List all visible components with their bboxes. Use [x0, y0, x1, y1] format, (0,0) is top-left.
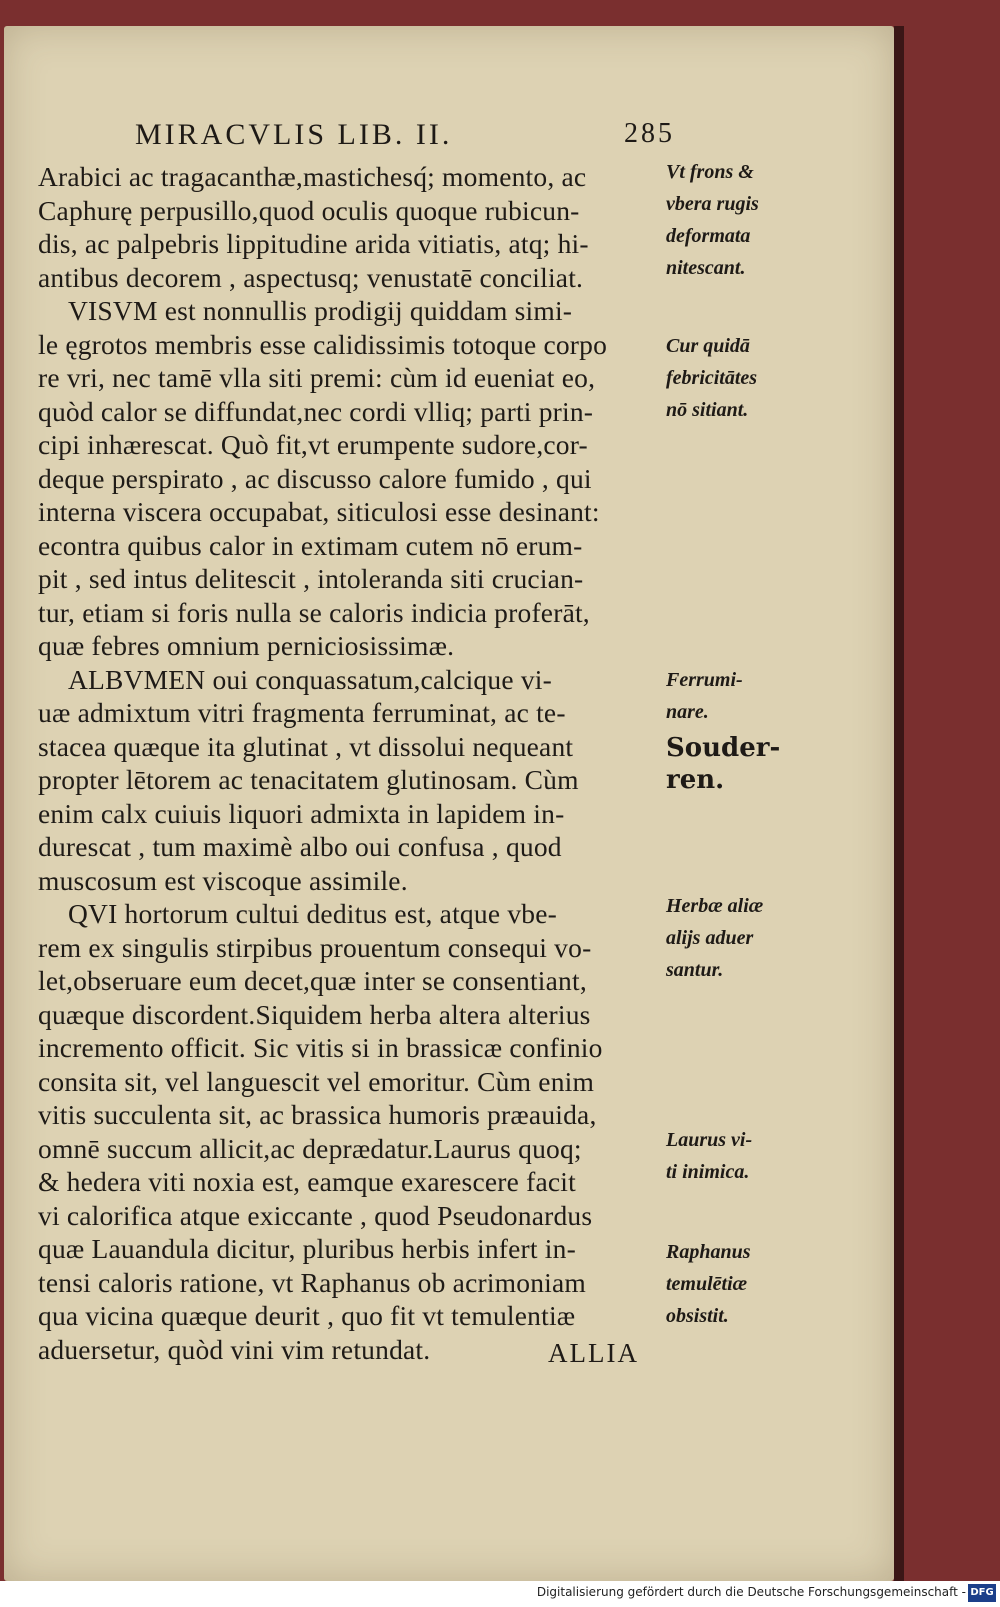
- text-line: aduersetur, quòd vini vim retundat.: [38, 1333, 431, 1365]
- margin-note-line: ren.: [666, 765, 725, 795]
- margin-note-line: Laurus vi-: [666, 1129, 753, 1151]
- margin-note-line: alijs aduer: [666, 927, 754, 949]
- margin-note-line: Souder-: [666, 733, 781, 763]
- margin-note-line: nitescant.: [666, 257, 746, 279]
- text-line: consita sit, vel languescit vel emoritur. Cùm enim: [38, 1065, 595, 1097]
- text-line: le ęgrotos membris esse calidissimis totoque corpo: [38, 328, 608, 360]
- dfg-logo: DFG: [968, 1584, 996, 1602]
- text-line: propter lētorem ac tenacitatem glutinosam. Cùm: [38, 764, 579, 795]
- text-line: enim calx cuiuis liquori admixta in lapidem in-: [38, 797, 565, 829]
- text-line: let,obseruare eum decet,quæ inter se consentiant,: [38, 965, 587, 996]
- text-line: muscosum est viscoque assimile.: [38, 864, 408, 896]
- text-line: deque perspirato , ac discusso calore fumido , qui: [38, 462, 592, 494]
- text-line: vitis succulenta sit, ac brassica humoris præauida,: [38, 1099, 597, 1130]
- text-line: durescat , tum maximè albo oui confusa , quod: [38, 831, 562, 862]
- margin-note-line: temulētiæ: [666, 1273, 748, 1295]
- margin-note: [666, 1236, 751, 1332]
- margin-note-line: vbera rugis: [666, 193, 759, 215]
- text-line: Caphurę perpusillo,quod oculis quoque rubicun-: [38, 194, 580, 226]
- text-line: incremento officit. Sic vitis si in brassicæ confinio: [38, 1032, 603, 1063]
- page-number: 285: [624, 118, 675, 149]
- text-line: Arabici ac tragacanthæ,mastichesq́; momento, ac: [38, 161, 587, 192]
- text-line: qua vicina quæque deurit , quo fit vt temulentiæ: [38, 1300, 576, 1331]
- text-line: re vri, nec tamē vlla siti premi: cùm id eueniat eo,: [38, 362, 596, 393]
- margin-note: [666, 664, 743, 728]
- margin-note-vernacular: [666, 732, 780, 796]
- margin-note-line: Ferrumi-: [666, 669, 743, 691]
- margin-note-line: deformata: [666, 225, 751, 247]
- text-line: quæ febres omnium perniciosissimæ.: [38, 630, 455, 661]
- text-line: uæ admixtum vitri fragmenta ferruminat, ac te-: [38, 697, 566, 728]
- margin-note: [666, 1124, 752, 1188]
- margin-note: [666, 156, 759, 284]
- text-line: cipi inhærescat. Quò fit,vt erumpente sudore,cor-: [38, 429, 588, 460]
- margin-note-line: Vt frons &: [666, 161, 754, 183]
- main-text-block: [38, 160, 668, 1366]
- text-line: rem ex singulis stirpibus prouentum consequi vo-: [38, 931, 592, 963]
- text-line: quæque discordent.Siquidem herba altera alterius: [38, 998, 591, 1030]
- margin-note: [666, 330, 757, 426]
- running-title: MIRACVLIS LIB. II.: [135, 118, 453, 151]
- margin-note-line: obsistit.: [666, 1305, 729, 1327]
- text-line: ALBVMEN oui conquassatum,calcique vi-: [68, 663, 552, 695]
- margin-note-line: santur.: [666, 959, 724, 981]
- page-edge-shadow: [894, 26, 904, 1581]
- text-line: econtra quibus calor in extimam cutem nō erum-: [38, 529, 583, 561]
- text-line: quæ Lauandula dicitur, pluribus herbis infert in-: [38, 1233, 576, 1264]
- margin-note-line: ti inimica.: [666, 1161, 750, 1183]
- text-line: pit , sed intus delitescit , intoleranda siti crucian-: [38, 563, 584, 594]
- digitization-footer: [0, 1581, 1000, 1607]
- text-line: stacea quæque ita glutinat , vt dissolui nequeant: [38, 730, 574, 762]
- margin-note-line: febricitātes: [666, 367, 758, 389]
- margin-note-line: nō sitiant.: [666, 399, 749, 421]
- margin-note-line: Herbæ aliæ: [666, 895, 764, 917]
- margin-note: [666, 890, 763, 986]
- text-line: omnē succum allicit,ac deprædatur.Laurus quoq;: [38, 1132, 582, 1164]
- margin-note-line: Raphanus: [666, 1241, 751, 1263]
- text-line: tur, etiam si foris nulla se caloris indicia proferāt,: [38, 596, 590, 628]
- text-line: VISVM est nonnullis prodigij quiddam simi-: [68, 295, 573, 326]
- funding-credit: Digitalisierung gefördert durch die Deutsche Forschungsgemeinschaft -: [536, 1585, 966, 1599]
- text-line: interna viscera occupabat, siticulosi esse desinant:: [38, 496, 600, 527]
- text-line: tensi caloris ratione, vt Raphanus ob acrimoniam: [38, 1266, 586, 1298]
- text-line: antibus decorem , aspectusq; venustatē conciliat.: [38, 261, 584, 293]
- text-line: vi calorifica atque exiccante , quod Pseudonardus: [38, 1199, 593, 1231]
- running-header: [135, 118, 675, 158]
- text-line: QVI hortorum cultui deditus est, atque vbe-: [68, 898, 557, 929]
- margin-note-line: nare.: [666, 701, 709, 723]
- text-line: quòd calor se diffundat,nec cordi vlliq; parti prin-: [38, 395, 594, 427]
- text-line: dis, ac palpebris lippitudine arida vitiatis, atq; hi-: [38, 228, 589, 259]
- text-line: & hedera viti noxia est, eamque exarescere facit: [38, 1166, 576, 1197]
- catchword: ALLIA: [548, 1338, 639, 1368]
- margin-note-line: Cur quidā: [666, 335, 750, 357]
